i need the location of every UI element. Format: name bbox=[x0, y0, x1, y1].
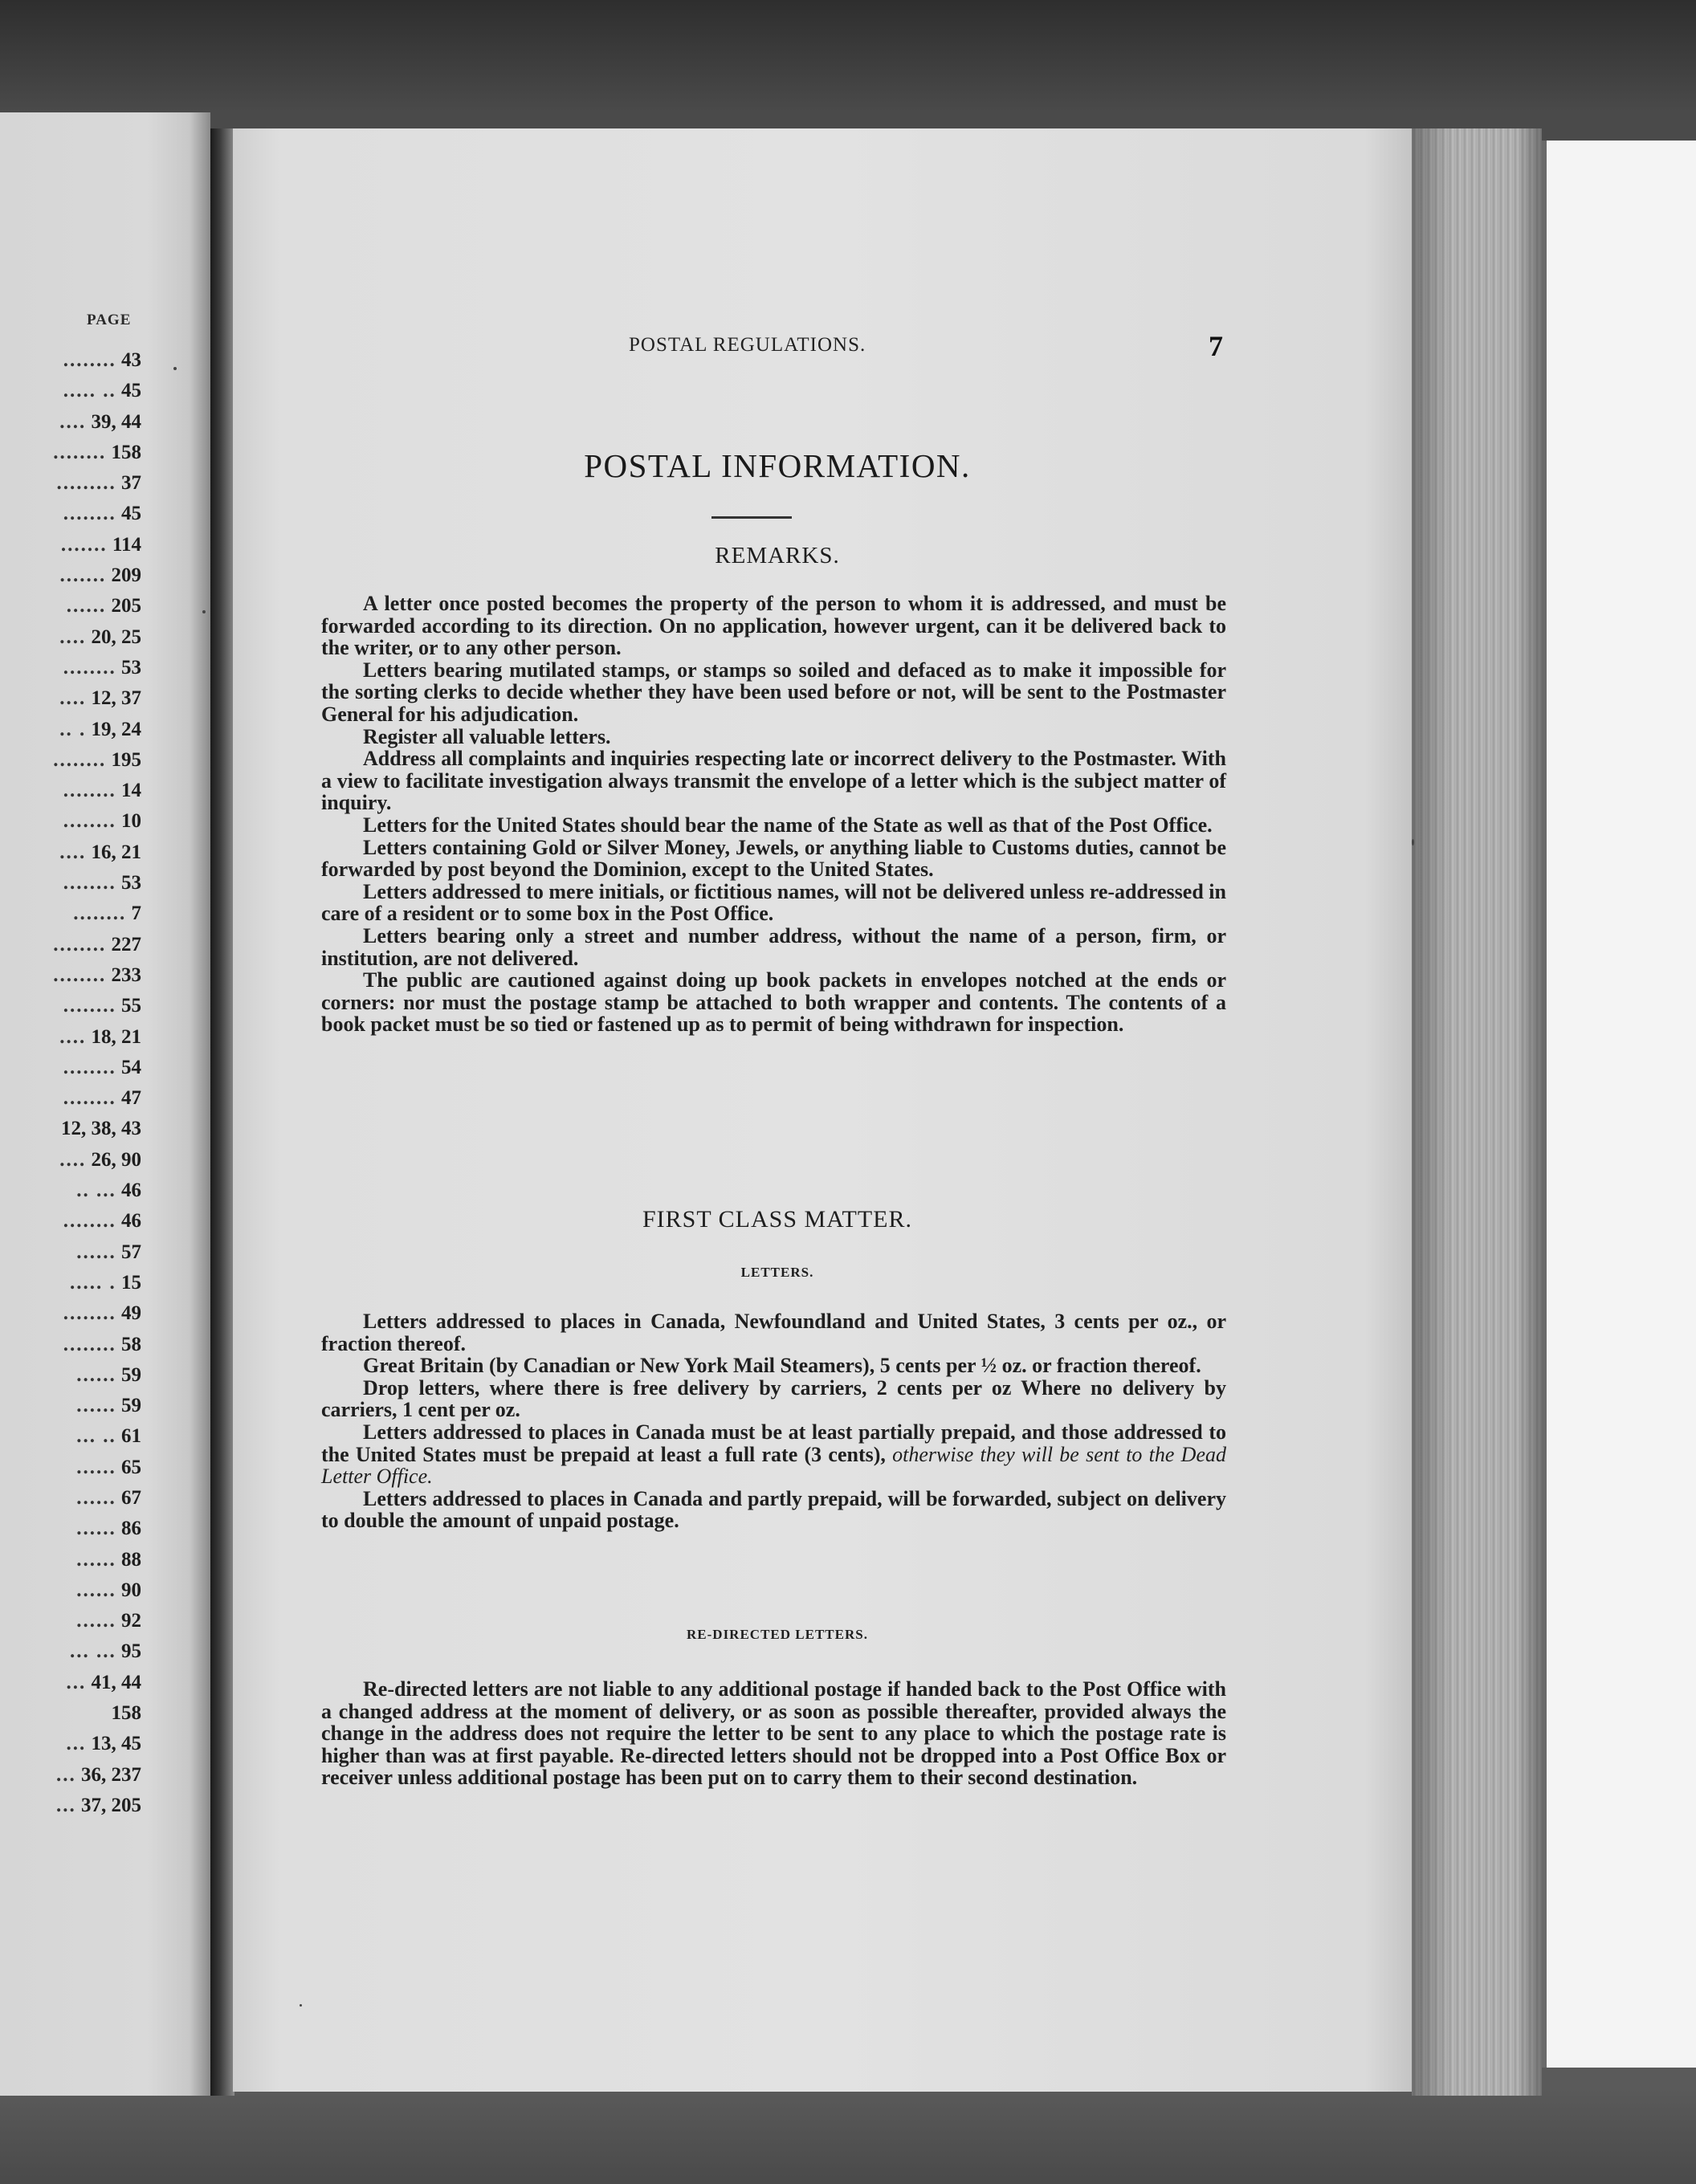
index-page-ref: 95 bbox=[121, 1640, 141, 1663]
index-leader-dots: .... bbox=[59, 1148, 87, 1171]
index-entry bbox=[0, 1483, 141, 1514]
index-entry bbox=[0, 745, 141, 776]
letters-subheading: LETTERS. bbox=[740, 1265, 814, 1280]
index-page-ref: 13, 45 bbox=[91, 1733, 141, 1755]
scanner-edge-line bbox=[1542, 141, 1547, 2068]
index-leader-dots: ........ bbox=[63, 780, 116, 802]
index-page-ref: 114 bbox=[112, 533, 141, 556]
remarks-paragraph: The public are cautioned against doing up book packets in envelopes notched at the ends or corners: nor must the postage stamp be attached to both wrapper and contents. The contents of a book packet must be so tied or fastened up as to permit of being withdrawn for inspection. bbox=[321, 968, 1226, 1037]
index-page-ref: 59 bbox=[121, 1363, 141, 1386]
index-entry bbox=[0, 1514, 141, 1544]
remarks-paragraph: Letters containing Gold or Silver Money, Jewels, or anything liable to Customs duties, cannot be forwarded by post beyond the Dominion, except to the United States. bbox=[321, 835, 1226, 882]
main-page bbox=[233, 128, 1412, 2092]
index-entry bbox=[0, 868, 141, 898]
index-leader-dots: ...... bbox=[76, 1610, 116, 1632]
index-entry bbox=[0, 960, 141, 991]
index-page-ref: 20, 25 bbox=[91, 625, 141, 648]
letters-paragraph: Great Britain (by Canadian or New York Mail Steamers), 5 cents per ½ oz. or fraction thereof. bbox=[363, 1354, 1201, 1378]
remarks-paragraph: Letters addressed to mere initials, or fictitious names, will not be delivered unless re-addressed in care of a resident or to some box in the Post Office. bbox=[321, 879, 1226, 926]
index-leader-dots: ........ bbox=[63, 1056, 116, 1078]
page-title: POSTAL INFORMATION. bbox=[584, 447, 971, 484]
index-page-ref: 158 bbox=[111, 441, 141, 463]
index-leader-dots: .... bbox=[59, 1025, 87, 1048]
remarks-paragraph: Address all complaints and inquiries respecting late or incorrect delivery to the Postmaster. With a view to facilitate investigation always transmit the envelope of a letter which is the subject matter of inquiry. bbox=[321, 747, 1226, 815]
index-leader-dots: ... bbox=[66, 1733, 87, 1755]
index-entry bbox=[0, 1545, 141, 1575]
scanner-edge-strip bbox=[1542, 141, 1696, 2068]
index-leader-dots: ...... bbox=[76, 1395, 116, 1417]
index-page-ref: 227 bbox=[111, 933, 141, 956]
index-entry bbox=[0, 1083, 141, 1114]
index-page-ref: 59 bbox=[121, 1395, 141, 1417]
scan-speck bbox=[202, 610, 206, 613]
index-leader-dots: ... bbox=[56, 1763, 76, 1786]
index-entry bbox=[0, 837, 141, 868]
index-leader-dots: ...... bbox=[66, 595, 107, 617]
index-leader-dots: .... bbox=[59, 687, 87, 710]
index-leader-dots: ...... bbox=[76, 1363, 116, 1386]
index-page-ref: 209 bbox=[111, 564, 141, 587]
index-leader-dots: ........ bbox=[63, 872, 116, 894]
letters-text bbox=[321, 1310, 1226, 1532]
index-entry bbox=[0, 715, 141, 745]
index-entry bbox=[0, 1360, 141, 1391]
index-entry bbox=[0, 1114, 141, 1144]
index-page-ref: 46 bbox=[121, 1210, 141, 1233]
index-entry bbox=[0, 499, 141, 529]
page-number: 7 bbox=[1209, 330, 1223, 362]
index-page-ref: 92 bbox=[121, 1610, 141, 1632]
index-page-ref: 195 bbox=[111, 748, 141, 771]
letters-paragraph: Letters addressed to places in Canada and partly prepaid, will be forwarded, subject on delivery to double the amount of unpaid postage. bbox=[321, 1486, 1226, 1533]
index-page-ref: 10 bbox=[121, 810, 141, 833]
redirected-paragraph: Re-directed letters are not liable to any additional postage if handed back to the Post Office with a changed address at the moment of delivery, or as soon as possible thereafter, provided always the change in the address does not require the letter to be sent to any place to which the postage rate is higher than was at first payable. Re-directed letters should not be dropped into a Post Office Box or receiver unless additional postage has been put on to carry them to their second destination. bbox=[321, 1677, 1226, 1790]
index-leader-dots: ........ bbox=[63, 349, 116, 371]
index-entry bbox=[0, 1575, 141, 1606]
first-class-heading: FIRST CLASS MATTER. bbox=[642, 1206, 913, 1233]
index-leader-dots: ...... bbox=[76, 1456, 116, 1478]
index-entry bbox=[0, 1760, 141, 1791]
remarks-text bbox=[321, 593, 1226, 1036]
index-leader-dots: ... bbox=[56, 1794, 76, 1816]
index-leader-dots: ........ bbox=[63, 1302, 116, 1325]
index-page-ref: 15 bbox=[121, 1271, 141, 1294]
index-page-ref: 54 bbox=[121, 1056, 141, 1078]
index-leader-dots: .... bbox=[59, 841, 87, 863]
index-page-ref: 90 bbox=[121, 1579, 141, 1601]
index-page-ref: 41, 44 bbox=[91, 1671, 141, 1693]
index-entry bbox=[0, 1298, 141, 1329]
scan-speck bbox=[1412, 839, 1414, 845]
index-page-ref: 26, 90 bbox=[91, 1148, 141, 1171]
index-leader-dots: .. . bbox=[59, 718, 87, 740]
index-entry bbox=[0, 1453, 141, 1483]
index-entry bbox=[0, 1145, 141, 1176]
remarks-paragraph: Letters bearing mutilated stamps, or stamps so soiled and defaced as to make it impossible for the sorting clerks to decide whether they have been used before or not, will be sent to the Postmaster General for his adjudication. bbox=[321, 658, 1226, 726]
scan-speck bbox=[173, 367, 177, 370]
index-leader-dots: ........ bbox=[63, 1210, 116, 1233]
index-page-ref: 12, 38, 43 bbox=[61, 1118, 141, 1140]
index-page-ref: 49 bbox=[121, 1302, 141, 1325]
index-leader-dots: ........ bbox=[63, 995, 116, 1017]
index-entry bbox=[0, 898, 141, 929]
redirected-text bbox=[321, 1678, 1226, 1789]
index-entry bbox=[0, 1421, 141, 1452]
prepaid-text: Letters addressed to places in Canada must be at least partially prepaid, and those addressed to the United States must be prepaid at least a full rate (3 cents), bbox=[321, 1420, 1226, 1466]
remarks-paragraph: Letters bearing only a street and number address, without the name of a person, firm, or institution, are not delivered. bbox=[321, 923, 1226, 970]
index-page-ref: 12, 37 bbox=[91, 687, 141, 710]
index-page-ref: 55 bbox=[121, 995, 141, 1017]
index-page-ref: 158 bbox=[111, 1702, 141, 1725]
running-head: POSTAL REGULATIONS. bbox=[629, 334, 866, 356]
index-page-ref: 45 bbox=[121, 380, 141, 402]
index-page-ref: 61 bbox=[121, 1425, 141, 1448]
index-leader-dots: ...... bbox=[76, 1241, 116, 1263]
index-leader-dots: ... .. bbox=[76, 1425, 116, 1448]
index-entry bbox=[0, 1176, 141, 1206]
index-leader-dots: ......... bbox=[56, 472, 116, 495]
index-entry bbox=[0, 1022, 141, 1053]
left-index-page bbox=[0, 112, 210, 2096]
index-entry bbox=[0, 1391, 141, 1421]
index-leader-dots: ..... . bbox=[70, 1271, 116, 1294]
index-entry bbox=[0, 991, 141, 1021]
index-entry bbox=[0, 930, 141, 960]
index-entry bbox=[0, 407, 141, 438]
index-leader-dots: ........ bbox=[53, 441, 107, 463]
remarks-paragraph: Letters for the United States should bear the name of the State as well as that of the Post Office. bbox=[363, 813, 1213, 837]
index-leader-dots: ...... bbox=[76, 1548, 116, 1571]
index-entry bbox=[0, 1330, 141, 1360]
index-entry bbox=[0, 806, 141, 837]
index-entry bbox=[0, 683, 141, 714]
index-entry bbox=[0, 1668, 141, 1698]
index-page-ref: 14 bbox=[121, 780, 141, 802]
index-page-ref: 53 bbox=[121, 656, 141, 678]
fore-edge-shade bbox=[1412, 128, 1542, 2096]
index-entry bbox=[0, 776, 141, 806]
index-page-ref: 67 bbox=[121, 1486, 141, 1509]
index-page-ref: 46 bbox=[121, 1180, 141, 1202]
remarks-paragraph: A letter once posted becomes the property of the person to whom it is addressed, and must be forwarded according to its direction. On no application, however urgent, can it be delivered back to the writer, or to any other person. bbox=[321, 592, 1226, 660]
index-leader-dots: ...... bbox=[76, 1486, 116, 1509]
index-entry bbox=[0, 1237, 141, 1268]
index-entry bbox=[0, 591, 141, 621]
index-page-ref: 19, 24 bbox=[91, 718, 141, 740]
index-entry bbox=[0, 345, 141, 376]
index-page-ref: 233 bbox=[111, 964, 141, 986]
index-page-ref: 65 bbox=[121, 1456, 141, 1478]
index-page-ref: 37, 205 bbox=[81, 1794, 141, 1816]
index-leader-dots: .... bbox=[59, 410, 87, 433]
index-page-ref: 18, 21 bbox=[91, 1025, 141, 1048]
index-leader-dots: .. ... bbox=[76, 1180, 116, 1202]
index-page-ref: 86 bbox=[121, 1518, 141, 1540]
index-page-ref: 205 bbox=[111, 595, 141, 617]
redirected-heading: RE-DIRECTED LETTERS. bbox=[687, 1627, 868, 1642]
index-page-ref: 43 bbox=[121, 349, 141, 371]
letters-paragraph: Letters addressed to places in Canada, Newfoundland and United States, 3 cents per oz., or fraction thereof. bbox=[321, 1310, 1226, 1355]
index-leader-dots: ...... bbox=[76, 1579, 116, 1601]
dead-letter-italic: otherwise they will be sent to the Dead Letter Office. bbox=[321, 1442, 1226, 1489]
index-leader-dots: ........ bbox=[63, 1087, 116, 1110]
index-leader-dots: ....... bbox=[59, 564, 107, 587]
index-leader-dots: ........ bbox=[63, 810, 116, 833]
index-leader-dots: ........ bbox=[53, 964, 107, 986]
index-entry bbox=[0, 1791, 141, 1821]
index-entry bbox=[0, 622, 141, 653]
index-leader-dots: ........ bbox=[63, 1333, 116, 1355]
index-leader-dots: ... ... bbox=[70, 1640, 116, 1663]
index-leader-dots: ........ bbox=[53, 933, 107, 956]
remarks-paragraph: Register all valuable letters. bbox=[363, 724, 611, 748]
index-page-ref: 57 bbox=[121, 1241, 141, 1263]
index-entry bbox=[0, 1053, 141, 1083]
index-entry bbox=[0, 376, 141, 406]
index-page-ref: 37 bbox=[121, 472, 141, 495]
index-page-ref: 7 bbox=[131, 903, 141, 925]
index-entry bbox=[0, 1729, 141, 1759]
index-page-ref: 36, 237 bbox=[81, 1763, 141, 1786]
index-leader-dots: .... bbox=[59, 625, 87, 648]
index-leader-dots: ........ bbox=[63, 503, 116, 525]
index-page-ref: 53 bbox=[121, 872, 141, 894]
book-gutter bbox=[210, 128, 234, 2096]
letters-paragraph: Drop letters, where there is free delivery by carriers, 2 cents per oz Where no delivery by carriers, 1 cent per oz. bbox=[321, 1375, 1226, 1422]
index-leader-dots: ... bbox=[66, 1671, 87, 1693]
scan-speck bbox=[300, 2004, 302, 2007]
index-leader-dots: ...... bbox=[76, 1518, 116, 1540]
index-page-ref: 39, 44 bbox=[91, 410, 141, 433]
index-page-header: PAGE bbox=[87, 312, 132, 328]
index-page-ref: 88 bbox=[121, 1548, 141, 1571]
index-page-ref: 58 bbox=[121, 1333, 141, 1355]
index-leader-dots: ....... bbox=[60, 533, 108, 556]
letters-paragraph-prepaid bbox=[321, 1421, 1226, 1488]
title-divider bbox=[711, 516, 792, 519]
remarks-heading: REMARKS. bbox=[715, 543, 840, 568]
index-leader-dots: ........ bbox=[73, 903, 127, 925]
index-entry bbox=[0, 1698, 141, 1729]
index-leader-dots: ........ bbox=[63, 656, 116, 678]
index-page-ref: 16, 21 bbox=[91, 841, 141, 863]
index-entry bbox=[0, 653, 141, 683]
index-leader-dots: ..... .. bbox=[63, 380, 116, 402]
index-page-ref: 45 bbox=[121, 503, 141, 525]
index-page-ref: 47 bbox=[121, 1087, 141, 1110]
index-leader-dots: ........ bbox=[53, 748, 107, 771]
